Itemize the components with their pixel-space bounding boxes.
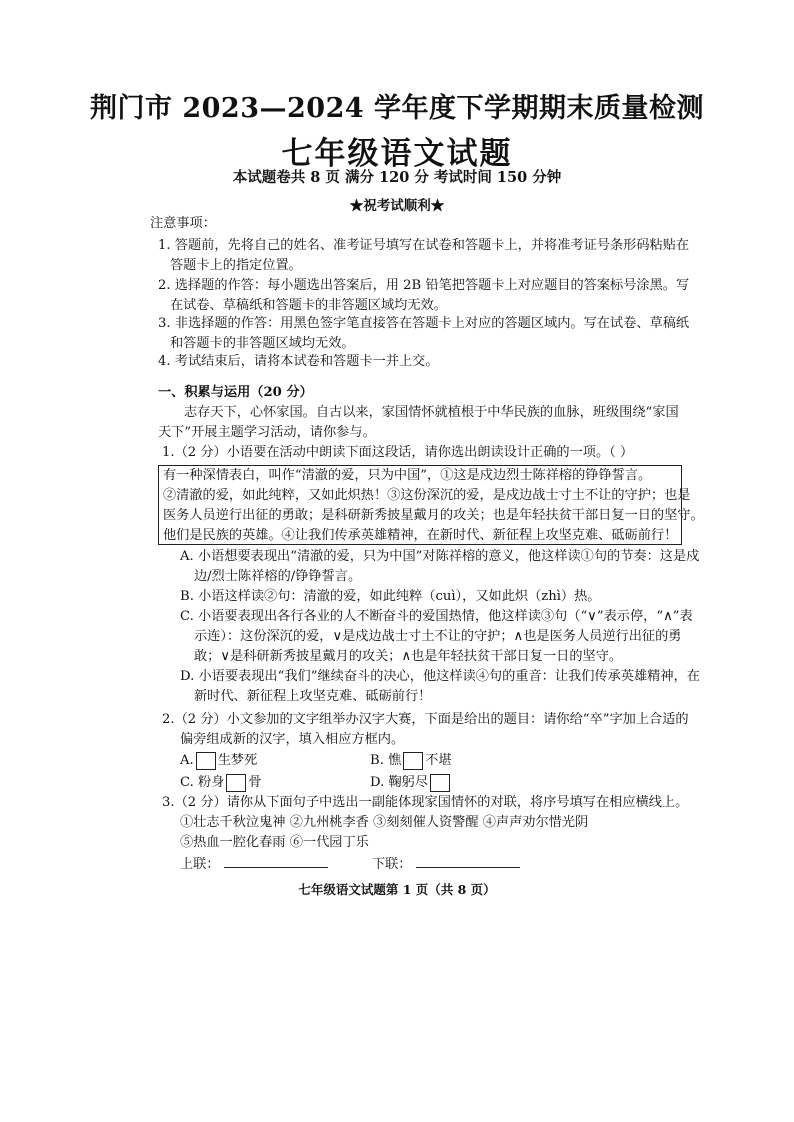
answer-box xyxy=(226,774,246,792)
question-3-stem: 3.（2 分）请你从下面句子中选出一副能体现家国情怀的对联，将序号填写在相应横线上。 xyxy=(162,795,689,810)
passage-line: ②清澈的爱，如此纯粹，又如此炽热！③这份深沉的爱，是戍边战士寸土不让的守护；也是 xyxy=(163,488,691,503)
option-a: A. 小语想要表现出“清澈的爱，只为中国”对陈祥榕的意义，他这样读①句的节奏：这是戍边/烈士陈祥榕的/铮铮誓言。 xyxy=(180,549,700,584)
couplet-options-row-2: ⑤热血一腔化春雨 ⑥一代园丁乐 xyxy=(180,835,369,850)
q2-choice-c: C. 粉身 骨 xyxy=(180,775,262,790)
passage-line: 医务人员逆行出征的勇敢；是科研新秀披星戴月的攻关；也是年轻扶贫干部日复一日的坚守。 xyxy=(163,508,704,523)
exam-subtitle: 七年级语文试题 xyxy=(281,136,513,172)
note-item: 3. 非选择题的作答：用黑色签字笔直接答在答题卡上对应的答题区域内。写在试卷、草稿纸和答题卡的非答题区域均无效。 xyxy=(158,316,690,351)
option-c: C. 小语要表现出各行各业的人不断奋斗的爱国热情，他这样读③句（“∨”表示停，“∧”表示连）：这份深沉的爱，∨是戍边战士寸土不让的守护；∧也是医务人员逆行出征的勇敢；∨是科研新秀披星戴月的攻关；∧也是年轻扶贫干部日复一日的坚守。 xyxy=(180,609,693,664)
page-footer: 七年级语文试题第 1 页（共 8 页） xyxy=(298,882,496,897)
upper-line-field: 上联： xyxy=(180,853,328,875)
section-heading: 一、积累与运用（20 分） xyxy=(158,385,313,400)
q2-choice-a: A. 生梦死 xyxy=(180,753,258,768)
question-2-stem: 2.（2 分）小文参加的文字组举办汉字大赛，下面是给出的题目：请你给“卒”字加上合适的 xyxy=(162,712,689,727)
answer-box xyxy=(430,774,450,792)
exam-wish: ★祝考试顺利★ xyxy=(349,198,445,214)
answer-box xyxy=(403,752,423,770)
answer-line xyxy=(416,853,520,868)
q2-choice-d: D. 鞠躬尽 xyxy=(370,773,452,793)
note-item: 1. 答题前，先将自己的姓名、准考证号填写在试卷和答题卡上，并将准考证号条形码粘贴在答题卡上的指定位置。 xyxy=(158,238,690,273)
option-b: B. 小语这样读②句：清澈的爱，如此纯粹（cuì），又如此炽（zhì）热。 xyxy=(180,589,601,604)
passage-line: 他们是民族的英雄。④让我们传承英雄精神，在新时代、新征程上攻坚克难、砥砺前行！ xyxy=(163,528,678,543)
answer-line xyxy=(224,853,328,868)
question-2-stem-cont: 偏旁组成新的汉字，填入相应方框内。 xyxy=(180,732,405,747)
note-item: 2. 选择题的作答：每小题选出答案后，用 2B 铅笔把答题卡上对应题目的答案标号涂黑。写在试卷、草稿纸和答题卡的非答题区域均无效。 xyxy=(158,278,690,313)
q2-choice-b: B. 憔 不堪 xyxy=(370,753,452,768)
section-intro: 志存天下，心怀家国。自古以来，家国情怀就植根于中华民族的血脉，班级围绕“家国天下”开展主题学习活动，请你参与。 xyxy=(158,405,679,440)
option-d: D. 小语要表现出“我们”继续奋斗的决心，他这样读④句的重音：让我们传承英雄精神，在新时代、新征程上攻坚克难、砥砺前行！ xyxy=(180,669,700,704)
question-1-stem: 1.（2 分）小语要在活动中朗读下面这段话，请你选出朗读设计正确的一项。（ ） xyxy=(162,445,634,460)
couplet-options-row-1: ①壮志千秋泣鬼神 ②九州桃李香 ③刻刻催人资警醒 ④声声劝尔惜光阴 xyxy=(180,815,589,830)
answer-box xyxy=(196,752,216,770)
passage-line: 有一种深情表白，叫作“清澈的爱，只为中国”，①这是戍边烈士陈祥榕的铮铮誓言。 xyxy=(163,468,652,483)
exam-title: 荆门市 2023—2024 学年度下学期期末质量检测 xyxy=(89,93,705,124)
note-item: 4. 考试结束后，请将本试卷和答题卡一并上交。 xyxy=(158,354,439,369)
reading-passage-box xyxy=(158,465,704,545)
exam-meta: 本试题卷共 8 页 满分 120 分 考试时间 150 分钟 xyxy=(232,169,562,186)
lower-line-field: 下联： xyxy=(372,853,520,875)
notes-title: 注意事项： xyxy=(150,216,216,231)
